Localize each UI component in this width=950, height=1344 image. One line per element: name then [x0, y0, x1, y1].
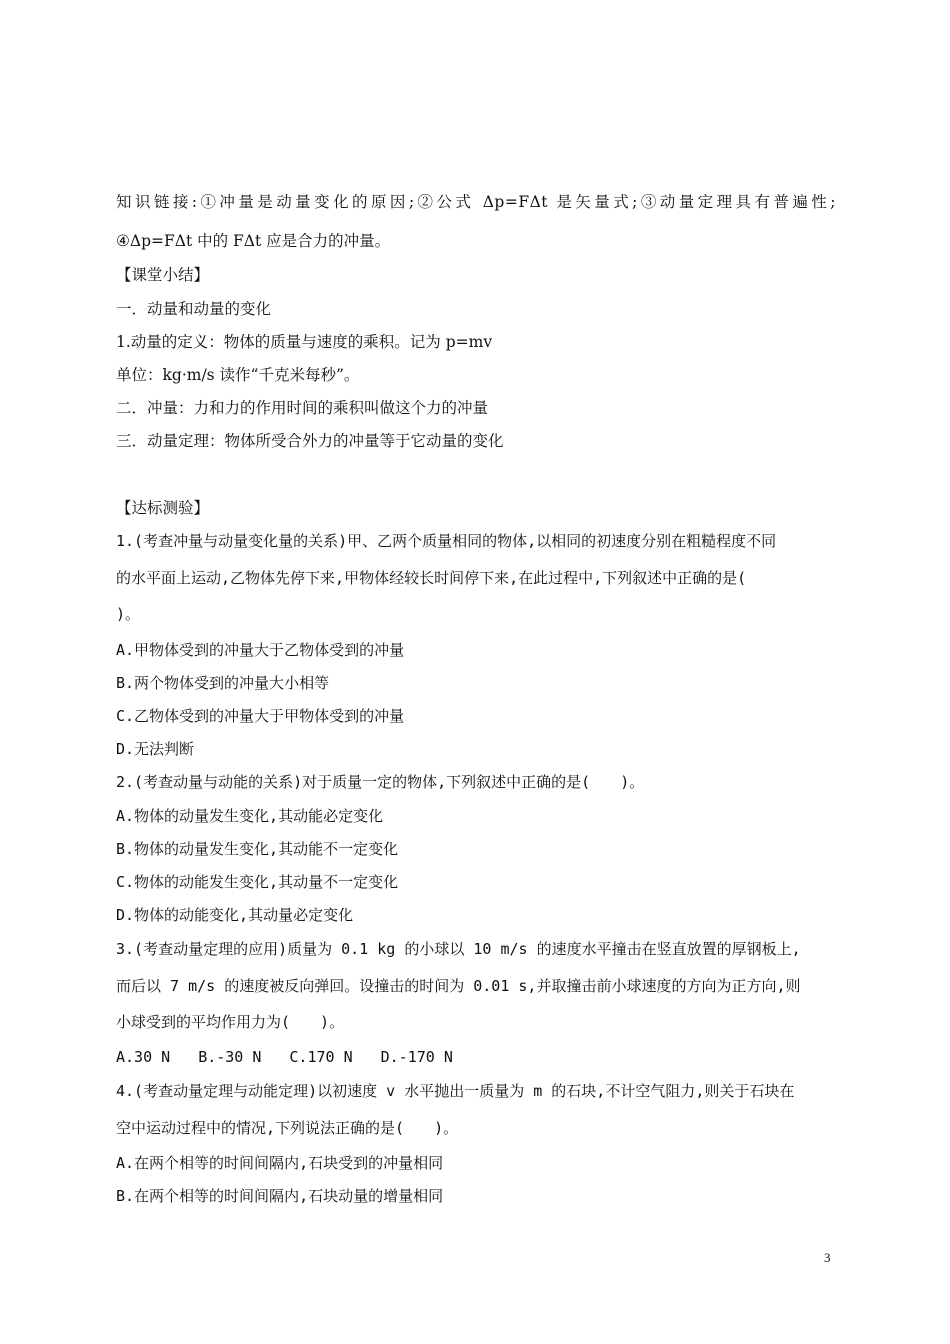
q2-option-a: A.物体的动量发生变化,其动能必定变化	[116, 807, 384, 825]
summary-item-3: 二．冲量：力和力的作用时间的乘积叫做这个力的冲量	[116, 399, 489, 417]
knowledge-link-line-1: 知识链接:①冲量是动量变化的原因;②公式 Δp=FΔt 是矢量式;③动量定理具有普遍性;	[116, 193, 836, 211]
q3-stem-line-3: 小球受到的平均作用力为( )。	[116, 1013, 345, 1031]
q2-option-b: B.物体的动量发生变化,其动能不一定变化	[116, 840, 399, 858]
q3-option-a: A.30 N	[116, 1048, 171, 1066]
q3-options	[116, 1046, 836, 1068]
knowledge-link-line-2: ④Δp=FΔt 中的 FΔt 应是合力的冲量。	[116, 232, 391, 250]
q1-stem-line-1: 1.(考查冲量与动量变化量的关系)甲、乙两个质量相同的物体,以相同的初速度分别在粗糙程度不同	[116, 532, 777, 550]
q1-option-c: C.乙物体受到的冲量大于甲物体受到的冲量	[116, 707, 405, 725]
q4-option-b: B.在两个相等的时间间隔内,石块动量的增量相同	[116, 1187, 444, 1205]
q4-stem-line-1: 4.(考查动量定理与动能定理)以初速度 v 水平抛出一质量为 m 的石块,不计空气阻力,则关于石块在	[116, 1082, 795, 1100]
q4-option-a: A.在两个相等的时间间隔内,石块受到的冲量相同	[116, 1154, 444, 1172]
summary-item-unit: 单位：kg·m/s 读作“千克米每秒”。	[116, 366, 360, 384]
summary-item-2: 1.动量的定义：物体的质量与速度的乘积。记为 p=mv	[116, 333, 493, 351]
q2-option-c: C.物体的动能发生变化,其动量不一定变化	[116, 873, 399, 891]
q3-option-c: C.170 N	[289, 1048, 353, 1066]
q2-option-d: D.物体的动能变化,其动量必定变化	[116, 906, 354, 924]
q1-stem-line-3: )。	[116, 605, 141, 623]
test-heading: 【达标测验】	[116, 499, 210, 517]
q1-option-b: B.两个物体受到的冲量大小相等	[116, 674, 330, 692]
q3-option-d: D.-170 N	[380, 1048, 453, 1066]
q2-stem: 2.(考查动量与动能的关系)对于质量一定的物体,下列叙述中正确的是( )。	[116, 773, 645, 791]
summary-item-4: 三．动量定理：物体所受合外力的冲量等于它动量的变化	[116, 432, 504, 450]
summary-heading: 【课堂小结】	[116, 266, 210, 284]
q3-option-b: B.-30 N	[198, 1048, 262, 1066]
q1-option-d: D.无法判断	[116, 740, 195, 758]
page-number: 3	[824, 1250, 831, 1265]
summary-item-1: 一．动量和动量的变化	[116, 300, 272, 318]
q3-stem-line-1: 3.(考查动量定理的应用)质量为 0.1 kg 的小球以 10 m/s 的速度水平撞击在竖直放置的厚钢板上,	[116, 940, 801, 958]
q3-stem-line-2: 而后以 7 m/s 的速度被反向弹回。设撞击的时间为 0.01 s,并取撞击前小球速度的方向为正方向,则	[116, 977, 801, 995]
q1-option-a: A.甲物体受到的冲量大于乙物体受到的冲量	[116, 641, 405, 659]
q1-stem-line-2: 的水平面上运动,乙物体先停下来,甲物体经较长时间停下来,在此过程中,下列叙述中正确的是(	[116, 569, 747, 587]
q4-stem-line-2: 空中运动过程中的情况,下列说法正确的是( )。	[116, 1119, 459, 1137]
